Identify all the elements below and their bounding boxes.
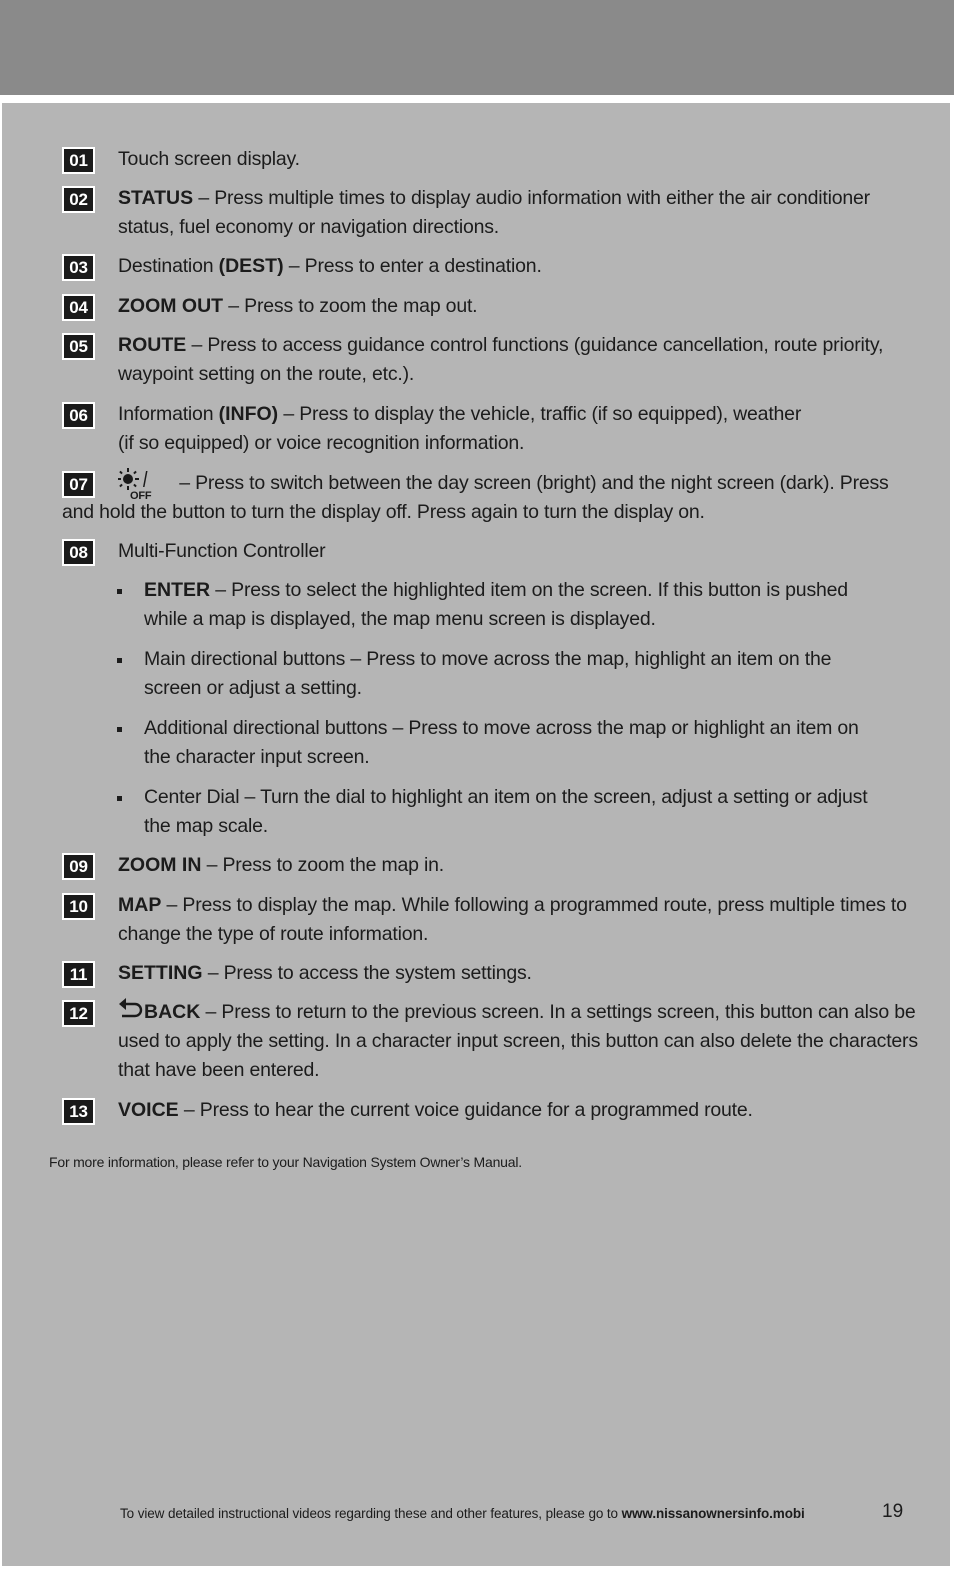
bullet-icon <box>117 658 122 663</box>
day-night-icon <box>118 469 174 501</box>
item-number-badge: 08 <box>62 539 95 566</box>
button-name: ROUTE <box>118 334 187 356</box>
item-number-badge: 09 <box>62 853 95 880</box>
website-link[interactable]: www.nissanownersinfo.mobi <box>621 1506 805 1521</box>
page-number: 19 <box>882 1501 904 1522</box>
item-description: Multi-Function Controller <box>118 540 326 562</box>
page-footer: To view detailed instructional videos regarding these and other features, please go to www.nissanownersinfo.mobi <box>120 1506 805 1521</box>
item-number-badge: 03 <box>62 254 95 281</box>
item-description: ROUTE – Press to access guidance control functions (guidance cancellation, route priority, waypoint setting on the route, etc.). <box>118 334 884 385</box>
button-name: SETTING <box>118 962 203 984</box>
button-name: VOICE <box>118 1099 179 1121</box>
manual-page: 01 Touch screen display. 02 STATUS – Press multiple times to display audio information with either the air conditioner status, fuel economy or navigation directions. 03 Destination (DEST) – Press to enter a destination. 04 ZOOM OUT – Press to zoom the map out. 05 ROUTE – Press to access guidance control functions (guidance cancellation, route priority, waypoint setting on the route, etc.). 06 Information (INFO) – Press to display the vehicle, traffic (if so equipped), weather (if so equipped) or voice recognition information. 07 OFF – Press to switch between the day screen (bright) and the night screen (dark). Press and hold the button to turn the display off. Press again to turn the display on. 08 Multi-Function Controller ENTER – Press to select the highlighted item on the screen. If this button is pushed while a map is displayed, the map menu screen is displayed. Main directional buttons – Press to move across the map, highlight an item on the screen or adjust a setting. Additional directional buttons – Press to move across the map or highlight an item on the character input screen. Center Dial – Turn the dial to highlight an item on the screen, adjust a setting or adjust the map scale. 09 ZOOM IN – Press to zoom the map in. 10 MAP – Press to display the map. While following a programmed route, press multiple times to change the type of route information. 11 SETTING – Press to access the system settings. 12 BACK – Press to return to the previous screen. In a settings screen, this button can also be used to apply the setting. In a character input screen, this button can also delete the characters that have been entered. 13 VOICE – Press to hear the current voice guidance for a programmed route. For more information, please refer to your Navigation System Owner’s Manual. To view detailed instructional videos regarding these and other features, please go to www.nissanownersinfo.mobi 19 <box>2 103 950 1566</box>
item-description: VOICE – Press to hear the current voice guidance for a programmed route. <box>118 1099 753 1121</box>
item-description: Destination (DEST) – Press to enter a destination. <box>118 255 542 277</box>
button-name: ZOOM OUT <box>118 295 224 317</box>
item-number-badge: 07 <box>62 471 95 498</box>
button-name: ZOOM IN <box>118 854 202 876</box>
bullet-icon <box>117 589 122 594</box>
button-name: ENTER <box>144 579 211 601</box>
item-description: ZOOM IN – Press to zoom the map in. <box>118 854 445 876</box>
item-number-badge: 02 <box>62 186 95 213</box>
item-description: ZOOM OUT – Press to zoom the map out. <box>118 295 478 317</box>
bullet-icon <box>117 796 122 801</box>
item-number-badge: 04 <box>62 294 95 321</box>
item-description: OFF – Press to switch between the day screen (bright) and the night screen (dark). Press and hold the button to turn the display off. Press again to turn the display on. <box>62 469 908 527</box>
button-name: MAP <box>118 894 162 916</box>
off-label: OFF <box>130 490 152 501</box>
item-description: BACK – Press to return to the previous screen. In a settings screen, this button can also be used to apply the setting. In a character input screen, this button can also delete the characters that have been entered. <box>118 998 918 1085</box>
item-number-badge: 05 <box>62 333 95 360</box>
item-number-badge: 01 <box>62 147 95 174</box>
button-name: (DEST) <box>218 255 284 277</box>
button-name: (INFO) <box>218 403 279 425</box>
item-number-badge: 06 <box>62 402 95 429</box>
item-description: Information (INFO) – Press to display the vehicle, traffic (if so equipped), weather (if so equipped) or voice recognition information. <box>118 403 802 454</box>
button-name: STATUS <box>118 187 194 209</box>
item-number-badge: 10 <box>62 893 95 920</box>
item-description: MAP – Press to display the map. While following a programmed route, press multiple times to change the type of route information. <box>118 894 907 945</box>
top-banner <box>0 0 954 95</box>
item-description: SETTING – Press to access the system settings. <box>118 962 532 984</box>
bullet-icon <box>117 727 122 732</box>
item-description: STATUS – Press multiple times to display audio information with either the air conditioner status, fuel economy or navigation directions. <box>118 187 870 238</box>
item-number-badge: 12 <box>62 1000 95 1027</box>
item-number-badge: 13 <box>62 1098 95 1125</box>
button-name: BACK <box>144 1001 201 1023</box>
item-description: Touch screen display. <box>118 148 300 170</box>
reference-note: For more information, please refer to your Navigation System Owner’s Manual. <box>49 1154 522 1170</box>
item-number-badge: 11 <box>62 961 95 988</box>
back-arrow-icon <box>118 996 144 1020</box>
